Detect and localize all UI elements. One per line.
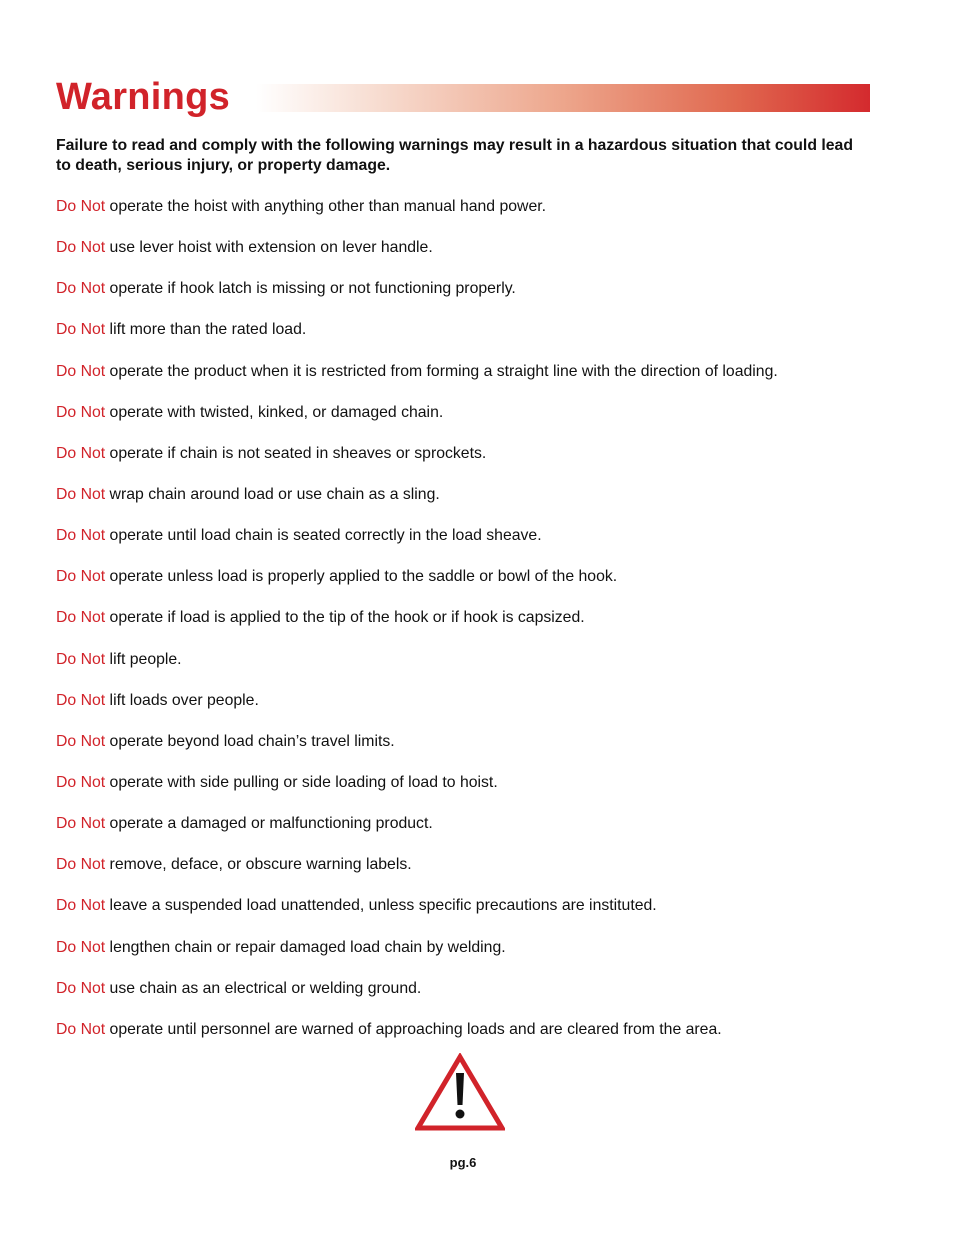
warning-prefix: Do Not (56, 856, 106, 874)
warning-item (56, 279, 916, 320)
warning-prefix: Do Not (56, 485, 106, 503)
warning-prefix: Do Not (56, 239, 106, 257)
warning-prefix: Do Not (56, 280, 106, 298)
warning-prefix: Do Not (56, 362, 106, 380)
page-number: pg.6 (449, 1155, 477, 1170)
warning-prefix: Do Not (56, 815, 106, 833)
warning-text: operate with twisted, kinked, or damaged chain. (105, 403, 444, 421)
warning-prefix: Do Not (56, 321, 106, 339)
warning-item (56, 814, 916, 855)
warning-text: operate the product when it is restricted from forming a straight line with the direction of loading. (105, 362, 778, 380)
warning-text: operate a damaged or malfunctioning product. (105, 815, 433, 833)
warning-text: operate if load is applied to the tip of the hook or if hook is capsized. (105, 609, 585, 627)
page-header (56, 78, 870, 118)
warning-prefix: Do Not (56, 897, 106, 915)
warning-item (56, 979, 916, 1020)
warning-item (56, 691, 916, 732)
warning-item (56, 567, 916, 608)
warning-prefix: Do Not (56, 568, 106, 586)
warning-prefix: Do Not (56, 444, 106, 462)
warning-text: remove, deface, or obscure warning labels. (105, 856, 412, 874)
warning-item (56, 362, 916, 403)
warning-list (56, 197, 916, 1061)
warning-text: operate unless load is properly applied to the saddle or bowl of the hook. (105, 568, 618, 586)
warning-item (56, 608, 916, 649)
warning-item (56, 526, 916, 567)
warning-text: use chain as an electrical or welding ground. (105, 979, 422, 997)
warning-item (56, 485, 916, 526)
warning-item (56, 238, 916, 279)
warning-prefix: Do Not (56, 403, 106, 421)
warning-text: lift more than the rated load. (105, 321, 307, 339)
warning-item (56, 197, 916, 238)
warning-item (56, 896, 916, 937)
warning-item (56, 650, 916, 691)
warning-text: lift loads over people. (105, 691, 259, 709)
warning-text: operate if hook latch is missing or not functioning properly. (105, 280, 516, 298)
warning-prefix: Do Not (56, 527, 106, 545)
warning-prefix: Do Not (56, 609, 106, 627)
warning-prefix: Do Not (56, 773, 106, 791)
warning-prefix: Do Not (56, 650, 106, 668)
warning-item (56, 855, 916, 896)
warning-prefix: Do Not (56, 1020, 106, 1038)
warning-item (56, 773, 916, 814)
warning-text: lengthen chain or repair damaged load chain by welding. (105, 938, 506, 956)
warning-prefix: Do Not (56, 979, 106, 997)
page-title: Warnings (56, 76, 231, 118)
warning-text: operate the hoist with anything other than manual hand power. (105, 198, 547, 215)
warning-text: operate if chain is not seated in sheaves or sprockets. (105, 444, 487, 462)
warning-prefix: Do Not (56, 198, 106, 215)
warning-text: operate until personnel are warned of approaching loads and are cleared from the area. (105, 1020, 722, 1038)
warning-text: use lever hoist with extension on lever handle. (105, 239, 433, 257)
warning-item (56, 403, 916, 444)
warning-prefix: Do Not (56, 732, 106, 750)
warning-item (56, 938, 916, 979)
warning-text: operate with side pulling or side loading of load to hoist. (105, 773, 498, 791)
warning-prefix: Do Not (56, 938, 106, 956)
warning-prefix: Do Not (56, 691, 106, 709)
warning-item (56, 444, 916, 485)
header-gradient-bar (256, 84, 870, 112)
warning-text: lift people. (105, 650, 182, 668)
warning-text: operate until load chain is seated correctly in the load sheave. (105, 527, 542, 545)
warning-triangle-icon (415, 1053, 505, 1131)
warning-text: operate beyond load chain’s travel limits. (105, 732, 395, 750)
warning-text: wrap chain around load or use chain as a sling. (105, 485, 440, 503)
intro-warning-statement: Failure to read and comply with the following warnings may result in a hazardous situation that could lead to death, serious injury, or property damage. (56, 137, 853, 174)
warning-text: leave a suspended load unattended, unless specific precautions are instituted. (105, 897, 657, 915)
warning-item (56, 732, 916, 773)
warning-item (56, 320, 916, 361)
